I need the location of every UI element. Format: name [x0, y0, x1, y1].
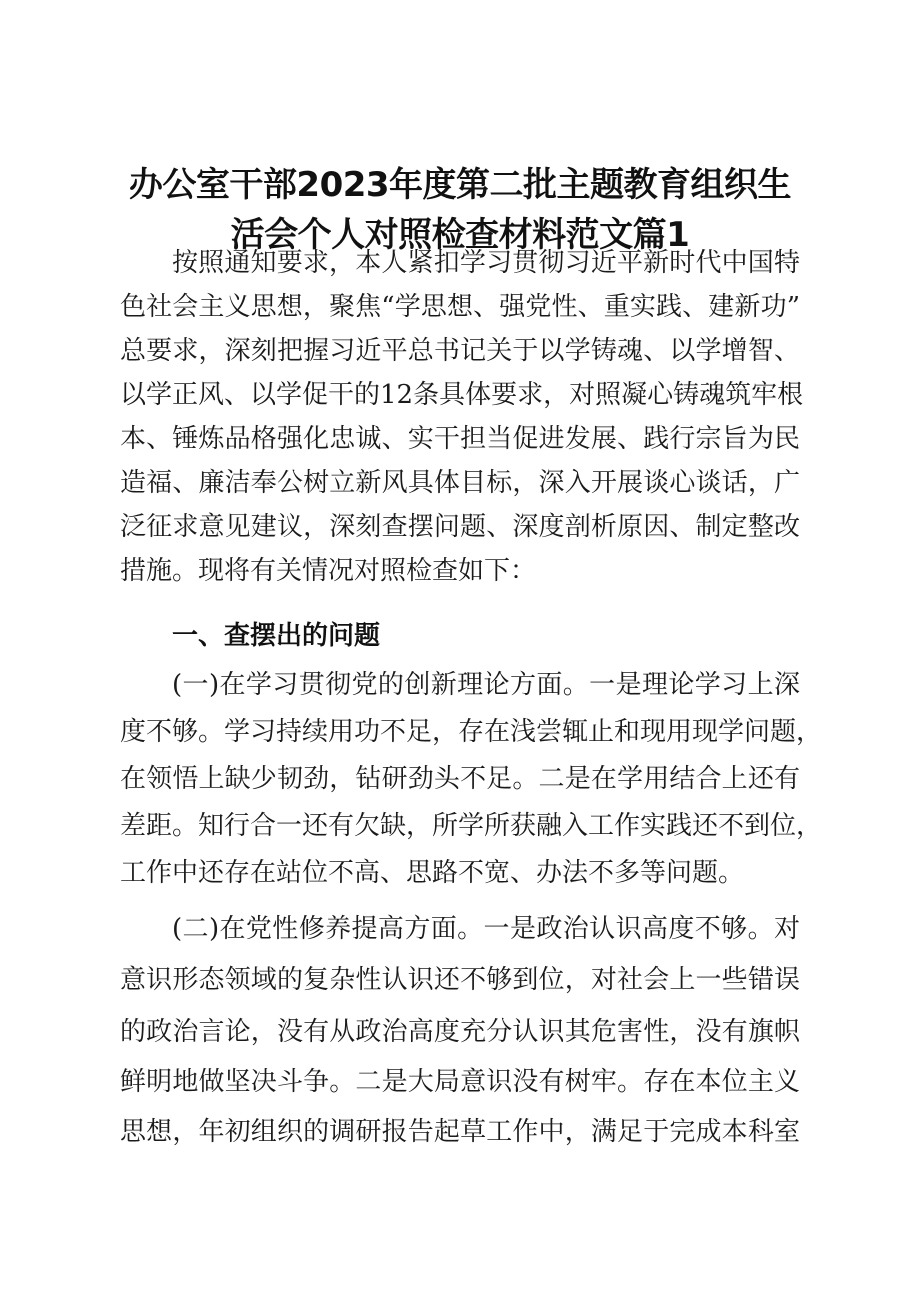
paragraph-line: 差距。知行合一还有欠缺，所学所获融入工作实践还不到位，	[120, 811, 823, 841]
paragraph-line: 思想，年初组织的调研报告起草工作中，满足于完成本科室	[120, 1117, 800, 1147]
paragraph-line: 工作中还存在站位不高、思路不宽、办法不多等问题。	[120, 858, 745, 888]
paragraph-line: 鲜明地做坚决斗争。二是大局意识没有树牢。存在本位主义	[120, 1067, 800, 1097]
intro-line: 措施。现将有关情况对照检查如下：	[120, 556, 537, 586]
intro-line: 造福、廉洁奉公树立新风具体目标，深入开展谈心谈话，广	[120, 468, 800, 498]
intro-line: 按照通知要求，本人紧扣学习贯彻习近平新时代中国特	[172, 248, 800, 278]
document-title-line-2: 活会个人对照检查材料范文篇1	[230, 215, 690, 255]
intro-line: 色社会主义思想，聚焦“学思想、强党性、重实践、建新功”	[120, 292, 800, 322]
document-title-line-1: 办公室干部2023年度第二批主题教育组织生	[128, 165, 792, 205]
paragraph-line: 度不够。学习持续用功不足，存在浅尝辄止和现用现学问题，	[120, 717, 823, 747]
intro-line: 以学正风、以学促干的12条具体要求，对照凝心铸魂筑牢根	[120, 380, 804, 410]
intro-line: 总要求，深刻把握习近平总书记关于以学铸魂、以学增智、	[120, 336, 800, 366]
paragraph-line: (一)在学习贯彻党的创新理论方面。一是理论学习上深	[172, 670, 800, 700]
intro-line: 泛征求意见建议，深刻查摆问题、深度剖析原因、制定整改	[120, 512, 800, 542]
paragraph-line: 在领悟上缺少韧劲，钻研劲头不足。二是在学用结合上还有	[120, 764, 800, 794]
paragraph-line: 的政治言论，没有从政治高度充分认识其危害性，没有旗帜	[120, 1017, 800, 1047]
paragraph-line: 意识形态领域的复杂性认识还不够到位，对社会上一些错误	[120, 965, 800, 995]
paragraph-line: (二)在党性修养提高方面。一是政治认识高度不够。对	[172, 914, 800, 944]
section-heading: 一、查摆出的问题	[172, 621, 381, 651]
intro-line: 本、锤炼品格强化忠诚、实干担当促进发展、践行宗旨为民	[120, 424, 800, 454]
